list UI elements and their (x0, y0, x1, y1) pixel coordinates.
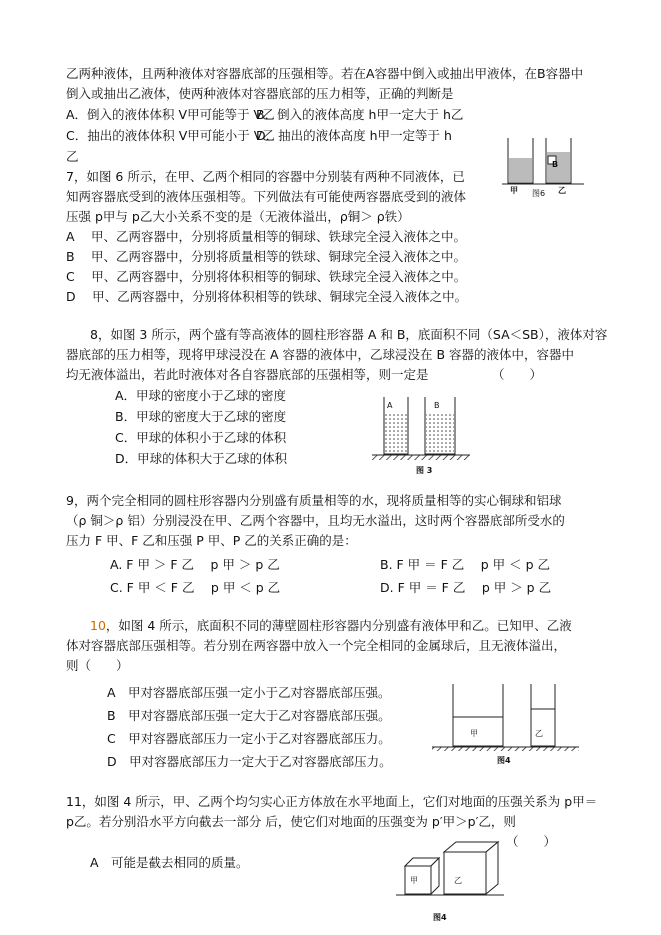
fig4a-label-jia: 甲 (470, 729, 478, 738)
q8-line2: 器底部的压力相等，现将甲球浸没在 A 容器的液体中，乙球浸没在 B 容器的液体中，容器中 (66, 347, 575, 362)
q6-line1: 乙两种液体，且两种液体对容器底部的压强相等。若在A容器中倒入或抽出甲液体，在B容器中 (66, 66, 584, 81)
fig4b-label-yi: 乙 (454, 876, 462, 885)
q10-option-c: C 甲对容器底部压力一定小于乙对容器底部压力。 (107, 731, 391, 746)
q6-option-a: A．倒入的液体体积 V甲可能等于 V乙 (66, 107, 275, 122)
fig3-caption: 图 3 (416, 466, 433, 475)
q10-line1 (90, 618, 572, 634)
q6-option-c: C．抽出的液体体积 V甲可能小于 V乙 (66, 128, 275, 143)
q8-line1: 8，如图 3 所示，两个盛有等高液体的圆柱形容器 A 和 B，底面积不同（SA＜SB），液体对容 (90, 327, 608, 342)
q9-line3: 压力 F 甲、F 乙和压强 P 甲、P 乙的关系正确的是： (66, 533, 357, 548)
q11-line2: p乙。若分别沿水平方向截去一部分 后，使它们对地面的压强变为 p′甲＞p′乙，则 (66, 814, 516, 829)
fig3-label-a: A (387, 401, 393, 410)
q10-option-b: B 甲对容器底部压强一定大于乙对容器底部压强。 (107, 708, 391, 723)
figure-4-cubes (390, 840, 510, 912)
q7-option-d: D 甲、乙两容器中，分别将体积相等的铁球、铜球完全浸入液体之中。 (66, 289, 468, 304)
q8-option-a: A．甲球的密度小于乙球的密度 (115, 388, 287, 403)
q6-option-b: B．倒入的液体高度 h甲一定大于 h乙 (256, 107, 464, 122)
fig4b-caption: 图4 (433, 913, 447, 922)
fig6-caption: 图6 (532, 189, 546, 198)
q11-line1: 11，如图 4 所示，甲、乙两个均匀实心正方体放在水平地面上，它们对地面的压强关系为 p甲＝ (66, 794, 598, 809)
q9-option-b: B. F 甲 ＝ F 乙 p 甲 ＜ p 乙 (380, 557, 551, 572)
q10-option-a: A 甲对容器底部压强一定小于乙对容器底部压强。 (107, 685, 391, 700)
q6-option-d: D．抽出的液体高度 h甲一定等于 h (256, 128, 452, 143)
q9-option-a: A. F 甲 ＞ F 乙 p 甲 ＞ p 乙 (110, 557, 280, 572)
fig6-label-yi: 乙 (558, 186, 566, 195)
q7-line3: 压强 p甲与 p乙大小关系不变的是（无液体溢出，ρ铜＞ ρ铁） (66, 209, 410, 224)
q6-line2: 倒入或抽出乙液体，使两种液体对容器底部的压力相等，正确的判断是 (66, 86, 454, 101)
q10-line1-text: ，如图 4 所示，底面积不同的薄壁圆柱形容器内分别盛有液体甲和乙。已知甲、乙液 (105, 618, 572, 633)
fig3-label-b: B (434, 401, 440, 410)
q10-line3: 则（ ） (66, 658, 129, 673)
fig6-label-b: B (552, 160, 559, 169)
q8-option-b: B．甲球的密度大于乙球的密度 (115, 409, 287, 424)
figure-4-containers (430, 680, 585, 752)
q8-answer-paren: （ ） (492, 367, 543, 382)
fig4a-caption: 图4 (497, 756, 511, 765)
q8-line3: 均无液体溢出，若此时液体对各自容器底部的压强相等，则一定是 (66, 367, 429, 382)
q11-option-a: A 可能是截去相同的质量。 (90, 855, 249, 870)
q10-option-d: D 甲对容器底部压力一定大于乙对容器底部压力。 (107, 754, 392, 769)
q7-line2: 知两容器底受到的液体压强相等。下列做法有可能使两容器底受到的液体 (66, 189, 467, 204)
q8-option-d: D．甲球的体积大于乙球的体积 (115, 451, 288, 466)
q7-option-c: C 甲、乙两容器中，分别将体积相等的铜球、铁球完全浸入液体之中。 (66, 269, 467, 284)
q6-option-d-cont: 乙 (66, 149, 79, 164)
fig6-label-jia: 甲 (510, 186, 518, 195)
q11-answer-paren: （ ） (506, 834, 557, 849)
fig4a-label-yi: 乙 (535, 729, 543, 738)
q9-option-c: C. F 甲 ＜ F 乙 p 甲 ＜ p 乙 (110, 580, 281, 595)
q9-line1: 9，两个完全相同的圆柱形容器内分别盛有质量相等的水，现将质量相等的实心铜球和铝球 (66, 493, 562, 508)
q10-number: 10 (90, 618, 106, 633)
q9-option-d: D. F 甲 ＝ F 乙 p 甲 ＞ p 乙 (380, 580, 552, 595)
q7-option-b: B 甲、乙两容器中，分别将质量相等的铁球、铜球完全浸入液体之中。 (66, 249, 467, 264)
figure-3 (368, 393, 476, 473)
q10-line2: 体对容器底部压强相等。若分别在两容器中放入一个完全相同的金属球后，且无液体溢出， (66, 638, 567, 653)
q9-line2: （ρ 铜＞ρ 铝）分别浸没在甲、乙两个容器中，且均无水溢出，这时两个容器底部所受水的 (66, 513, 565, 528)
fig4b-label-jia: 甲 (410, 876, 418, 885)
q7-option-a: A 甲、乙两容器中，分别将质量相等的铜球、铁球完全浸入液体之中。 (66, 229, 467, 244)
q7-line1: 7，如图 6 所示，在甲、乙两个相同的容器中分别装有两种不同液体，已 (66, 169, 465, 184)
q8-option-c: C．甲球的体积小于乙球的体积 (115, 430, 287, 445)
